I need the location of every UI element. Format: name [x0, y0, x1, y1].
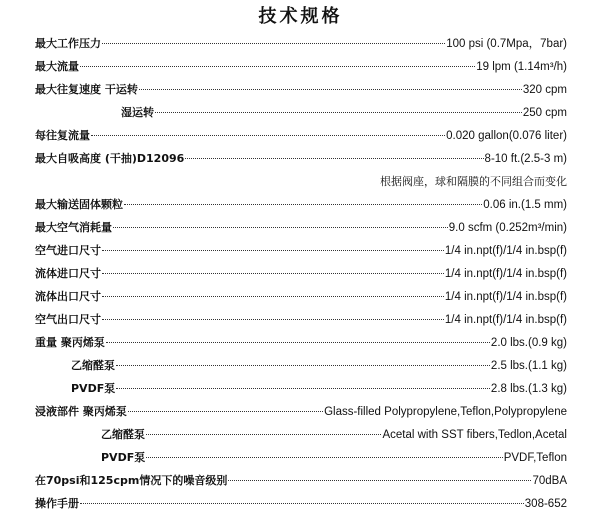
- spec-value: PVDF,Teflon: [503, 452, 567, 464]
- spec-label: 最大空气消耗量: [35, 221, 112, 234]
- spec-label: PVDF泵: [101, 451, 146, 464]
- spec-value: 0.06 in.(1.5 mm): [483, 199, 567, 211]
- spec-label: 最大输送固体颗粒: [35, 198, 123, 211]
- spec-value: 100 psi (0.7Mpa，7bar): [446, 38, 567, 50]
- spec-label: 最大工作压力: [35, 37, 101, 50]
- spec-label: 最大流量: [35, 60, 79, 73]
- spec-row-weight-polypropylene: [35, 333, 567, 353]
- dot-leader: [116, 365, 490, 366]
- spec-label: 在70psi和125cpm情况下的噪音级别: [35, 474, 228, 487]
- dot-leader: [128, 411, 323, 412]
- spec-value: 1/4 in.npt(f)/1/4 in.bsp(f): [444, 268, 567, 280]
- spec-value: 2.5 lbs.(1.1 kg): [490, 360, 567, 372]
- spec-row-max-flow: [35, 57, 567, 77]
- dot-leader: [146, 434, 381, 435]
- spec-value: 308-652: [524, 498, 567, 510]
- spec-value: 8-10 ft.(2.5-3 m): [484, 153, 567, 165]
- spec-label: 重量 聚丙烯泵: [35, 336, 105, 349]
- dot-leader: [116, 388, 490, 389]
- spec-row-weight-pvdf: [71, 379, 567, 399]
- dot-leader: [146, 457, 502, 458]
- dot-leader: [228, 480, 531, 481]
- spec-value: 19 lpm (1.14m³/h): [476, 61, 567, 73]
- spec-label: 空气出口尺寸: [35, 313, 101, 326]
- page-title: 技术规格: [258, 6, 343, 27]
- dot-leader: [102, 296, 444, 297]
- spec-label: 空气进口尺寸: [35, 244, 101, 257]
- spec-label: 湿运转: [121, 106, 154, 119]
- spec-label: 每往复流量: [35, 129, 90, 142]
- dot-leader: [102, 273, 444, 274]
- spec-row-air-inlet: [35, 241, 567, 261]
- spec-row-max-air-consumption: [35, 218, 567, 238]
- spec-row-weight-acetal: [71, 356, 567, 376]
- dot-leader: [139, 89, 522, 90]
- spec-value: Glass-filled Polypropylene,Teflon,Polypropylene: [324, 406, 567, 418]
- spec-value: 1/4 in.npt(f)/1/4 in.bsp(f): [444, 314, 567, 326]
- spec-row-wetted-polypropylene: [35, 402, 567, 422]
- spec-row-fluid-inlet: [35, 264, 567, 284]
- suction-lift-note: 根据阀座，球和隔膜的不同组合而变化: [380, 175, 567, 188]
- spec-label: 最大往复速度 干运转: [35, 83, 138, 96]
- spec-label: 操作手册: [35, 497, 79, 510]
- dot-leader: [185, 158, 483, 159]
- spec-value: Acetal with SST fibers,Tedlon,Acetal: [382, 429, 567, 441]
- dot-leader: [155, 112, 522, 113]
- spec-row-fluid-outlet: [35, 287, 567, 307]
- spec-row-flow-per-cycle: [35, 126, 567, 146]
- spec-value: 0.020 gallon(0.076 liter): [446, 130, 567, 142]
- spec-value: 2.8 lbs.(1.3 kg): [490, 383, 567, 395]
- spec-label: 浸液部件 聚丙烯泵: [35, 405, 127, 418]
- spec-row-max-solids: [35, 195, 567, 215]
- dot-leader: [106, 342, 490, 343]
- spec-row-noise-level: [35, 471, 567, 491]
- spec-row-max-speed-dry: [35, 80, 567, 100]
- spec-row-wetted-acetal: [101, 425, 567, 445]
- dot-leader: [124, 204, 482, 205]
- spec-value: 250 cpm: [522, 107, 567, 119]
- dot-leader: [102, 43, 445, 44]
- spec-value: 9.0 scfm (0.252m³/min): [448, 222, 567, 234]
- dot-leader: [102, 319, 444, 320]
- spec-label: 乙缩醛泵: [71, 359, 115, 372]
- dot-leader: [113, 227, 448, 228]
- spec-row-max-working-pressure: [35, 34, 567, 54]
- spec-row-air-exhaust: [35, 310, 567, 330]
- dot-leader: [80, 66, 475, 67]
- dot-leader: [102, 250, 444, 251]
- spec-label: PVDF泵: [71, 382, 116, 395]
- spec-value: 1/4 in.npt(f)/1/4 in.bsp(f): [444, 291, 567, 303]
- spec-label: 流体出口尺寸: [35, 290, 101, 303]
- spec-value: 70dBA: [532, 475, 567, 487]
- spec-value: 320 cpm: [522, 84, 567, 96]
- spec-label: 流体进口尺寸: [35, 267, 101, 280]
- spec-value: 2.0 lbs.(0.9 kg): [490, 337, 567, 349]
- spec-row-wetted-pvdf: [101, 448, 567, 468]
- spec-row-max-speed-wet: [121, 103, 567, 123]
- spec-row-manual: [35, 494, 567, 514]
- dot-leader: [91, 135, 445, 136]
- spec-label: 乙缩醛泵: [101, 428, 145, 441]
- spec-value: 1/4 in.npt(f)/1/4 in.bsp(f): [444, 245, 567, 257]
- spec-row-max-suction-lift: [35, 149, 567, 169]
- dot-leader: [80, 503, 524, 504]
- spec-label: 最大自吸高度 (干抽)D12096: [35, 152, 185, 165]
